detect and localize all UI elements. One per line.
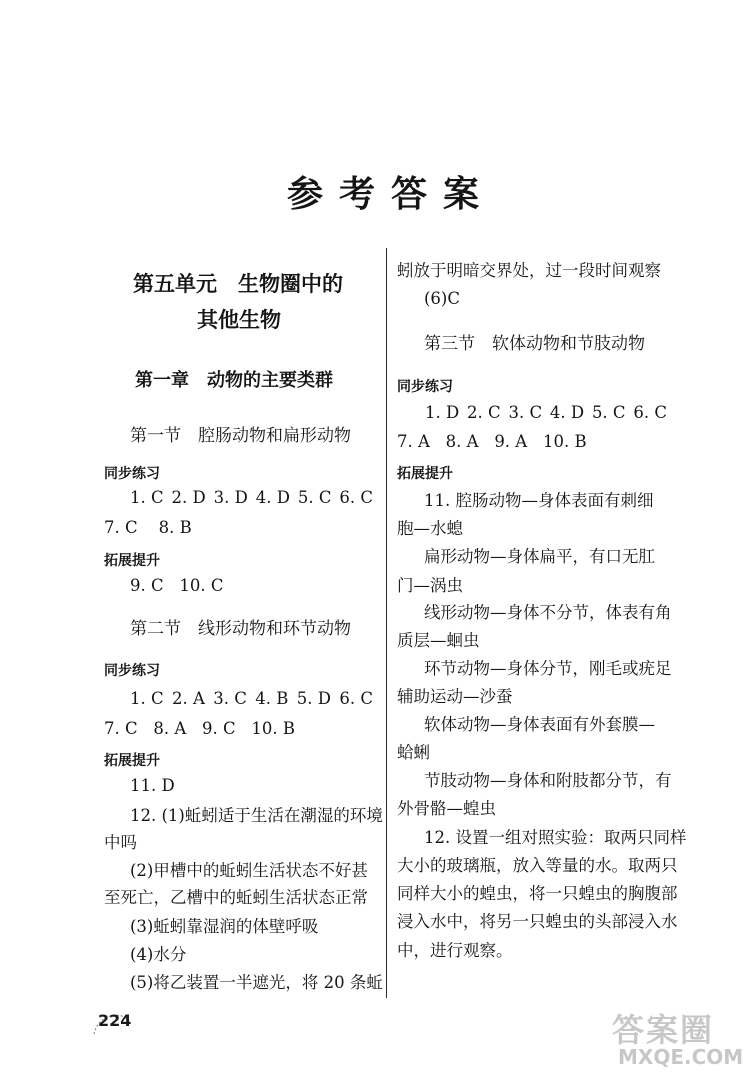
- sync-practice-label-2: 同步练习: [104, 663, 160, 679]
- answer-line: 12. (1)蚯蚓适于生活在潮湿的环境: [130, 806, 383, 825]
- answer-line: 12. 设置一组对照实验：取两只同样: [424, 828, 687, 847]
- column-divider: [386, 248, 387, 998]
- answer-row: 1. C 2. A 3. C 4. B 5. D 6. C: [130, 689, 373, 708]
- page-number: 224: [92, 1008, 132, 1038]
- answer-line: 线形动物—身体不分节，体表有角: [424, 603, 672, 622]
- answer-line: (3)蚯蚓靠湿润的体壁呼吸: [130, 917, 319, 936]
- sync-practice-label-1: 同步练习: [104, 466, 160, 482]
- answer-line: 扁形动物—身体扁平，有口无肛: [424, 547, 655, 566]
- extension-label-3: 拓展提升: [397, 466, 453, 482]
- answer-line: 环节动物—身体分节，刚毛或疣足: [424, 659, 672, 678]
- answer-row: 1. D 2. C 3. C 4. D 5. C 6. C: [425, 403, 667, 422]
- page-title: 参考答案: [286, 174, 495, 215]
- answer-line: (5)将乙装置一半遮光，将 20 条蚯: [130, 973, 383, 992]
- answer-line: 浸入水中，将另一只蝗虫的头部浸入水: [397, 912, 678, 931]
- answer-row: 7. C 8. B: [104, 518, 192, 537]
- answer-line: 至死亡，乙槽中的蚯蚓生活状态正常: [104, 888, 368, 907]
- extension-label-1: 拓展提升: [104, 553, 160, 569]
- answer-line: 外骨骼—蝗虫: [397, 799, 496, 818]
- unit-heading-line2: 其他生物: [197, 308, 281, 332]
- section-heading-1: 第一节 腔肠动物和扁形动物: [130, 426, 351, 446]
- site-watermark: 答案圈 MXQE.COM: [612, 1011, 744, 1069]
- answer-line: 节肢动物—身体和附肢都分节，有: [424, 771, 672, 790]
- unit-heading-line1: 第五单元 生物圈中的: [133, 272, 343, 296]
- answer-line: 大小的玻璃瓶，放入等量的水。取两只: [397, 856, 678, 875]
- answer-line: (2)甲槽中的蚯蚓生活状态不好甚: [130, 861, 368, 880]
- answer-line: 辅助运动—沙蚕: [397, 687, 513, 706]
- chapter-heading: 第一章 动物的主要类群: [135, 370, 333, 391]
- answer-line: (4)水分: [130, 945, 187, 964]
- answer-line: 软体动物—身体表面有外套膜—: [424, 715, 655, 734]
- answer-line: 蚓放于明暗交界处，过一段时间观察: [397, 261, 661, 280]
- answer-line: 同样大小的蝗虫，将一只蝗虫的胸腹部: [397, 884, 678, 903]
- section-heading-2: 第二节 线形动物和环节动物: [130, 619, 351, 639]
- answer-line: 门—涡虫: [397, 576, 463, 595]
- answer-line: 蛤蜊: [397, 743, 430, 762]
- sync-practice-label-3: 同步练习: [397, 379, 453, 395]
- answer-line: 11. 腔肠动物—身体表面有刺细: [424, 491, 654, 510]
- answer-row: 9. C 10. C: [130, 576, 224, 595]
- answer-line: 中吗: [104, 833, 137, 852]
- extension-label-2: 拓展提升: [104, 753, 160, 769]
- answer-row: 7. C 8. A 9. C 10. B: [104, 719, 296, 738]
- answer-row: 1. C 2. D 3. D 4. D 5. C 6. C: [130, 488, 373, 507]
- answer-line: 11. D: [130, 776, 175, 795]
- answer-line: (6)C: [424, 289, 460, 308]
- section-heading-3: 第三节 软体动物和节肢动物: [424, 334, 645, 354]
- answer-line: 质层—蛔虫: [397, 631, 480, 650]
- answer-line: 胞—水螅: [397, 519, 463, 538]
- answer-line: 中，进行观察。: [397, 941, 513, 960]
- answer-row: 7. A 8. A 9. A 10. B: [397, 432, 587, 451]
